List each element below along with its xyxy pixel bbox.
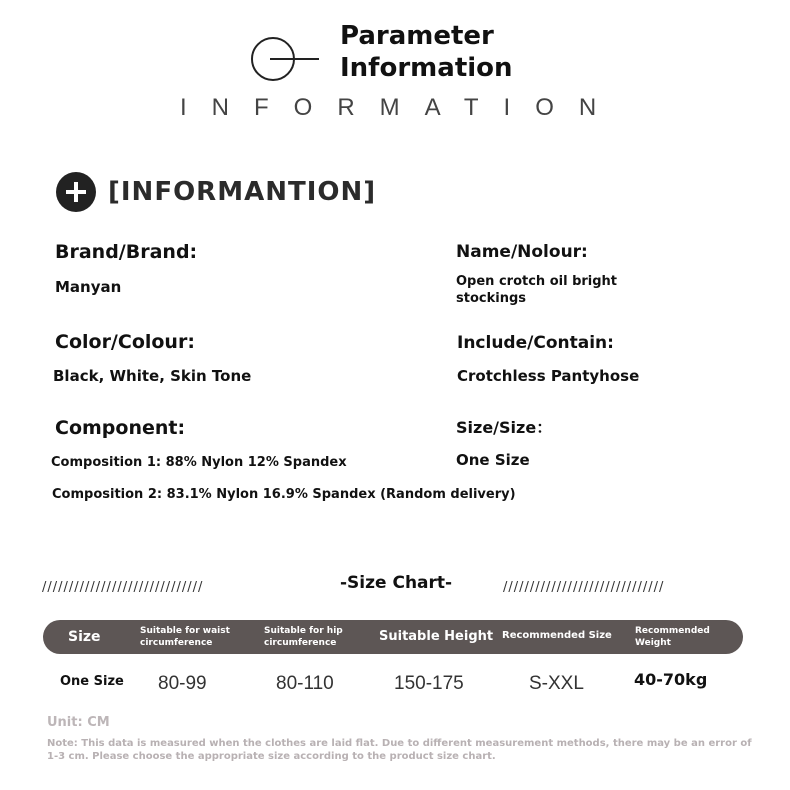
header-recommended-size: Recommended Size bbox=[502, 630, 612, 641]
color-label: Color/Colour: bbox=[55, 331, 195, 353]
page-title-line1: Parameter bbox=[340, 21, 494, 51]
header-size: Size bbox=[68, 629, 101, 645]
name-label: Name/Nolour: bbox=[456, 242, 588, 262]
page-title bbox=[340, 20, 513, 84]
size-chart-title: -Size Chart- bbox=[340, 573, 453, 593]
logo-line bbox=[270, 58, 319, 60]
cell-waist: 80-99 bbox=[158, 673, 207, 694]
cell-hip: 80-110 bbox=[276, 673, 334, 694]
color-value: Black, White, Skin Tone bbox=[53, 367, 252, 385]
page-title-line2: Information bbox=[340, 53, 513, 83]
cell-recommended-weight: 40-70kg bbox=[634, 670, 708, 689]
unit-label: Unit: CM bbox=[47, 715, 110, 730]
brand-value: Manyan bbox=[55, 278, 122, 296]
name-value-line1: Open crotch oil bright bbox=[456, 274, 618, 289]
name-value-line2: stockings bbox=[456, 291, 526, 306]
component-label: Component: bbox=[55, 417, 186, 439]
brand-label: Brand/Brand: bbox=[55, 241, 198, 263]
cell-size: One Size bbox=[60, 674, 124, 689]
plus-icon-vertical bbox=[74, 182, 78, 202]
component-value-2: Composition 2: 83.1% Nylon 16.9% Spandex (Random delivery) bbox=[52, 487, 516, 502]
name-value bbox=[456, 273, 617, 307]
section-title: [INFORMANTION] bbox=[108, 177, 377, 207]
page-subtitle: INFORMATION bbox=[180, 94, 622, 121]
header-hip: Suitable for hip circumference bbox=[264, 626, 343, 648]
decorative-slashes-right: ////////////////////////////// bbox=[503, 580, 665, 595]
header-recommended-weight: Recommended Weight bbox=[635, 626, 710, 648]
cell-recommended-size: S-XXL bbox=[529, 673, 584, 694]
cell-height: 150-175 bbox=[394, 673, 464, 694]
header-height: Suitable Height bbox=[379, 629, 494, 644]
size-label: Size/Size： bbox=[456, 418, 553, 437]
measurement-note: Note: This data is measured when the clothes are laid flat. Due to different measurement methods, there may be an error of 1-3 cm. Please choose the appropriate size according to the product size chart. bbox=[47, 738, 752, 762]
size-value: One Size bbox=[456, 451, 530, 469]
decorative-slashes-left: ////////////////////////////// bbox=[42, 580, 204, 595]
component-value-1: Composition 1: 88% Nylon 12% Spandex bbox=[51, 455, 347, 470]
header-waist: Suitable for waist circumference bbox=[140, 626, 230, 648]
include-value: Crotchless Pantyhose bbox=[457, 367, 640, 385]
include-label: Include/Contain: bbox=[457, 333, 614, 353]
